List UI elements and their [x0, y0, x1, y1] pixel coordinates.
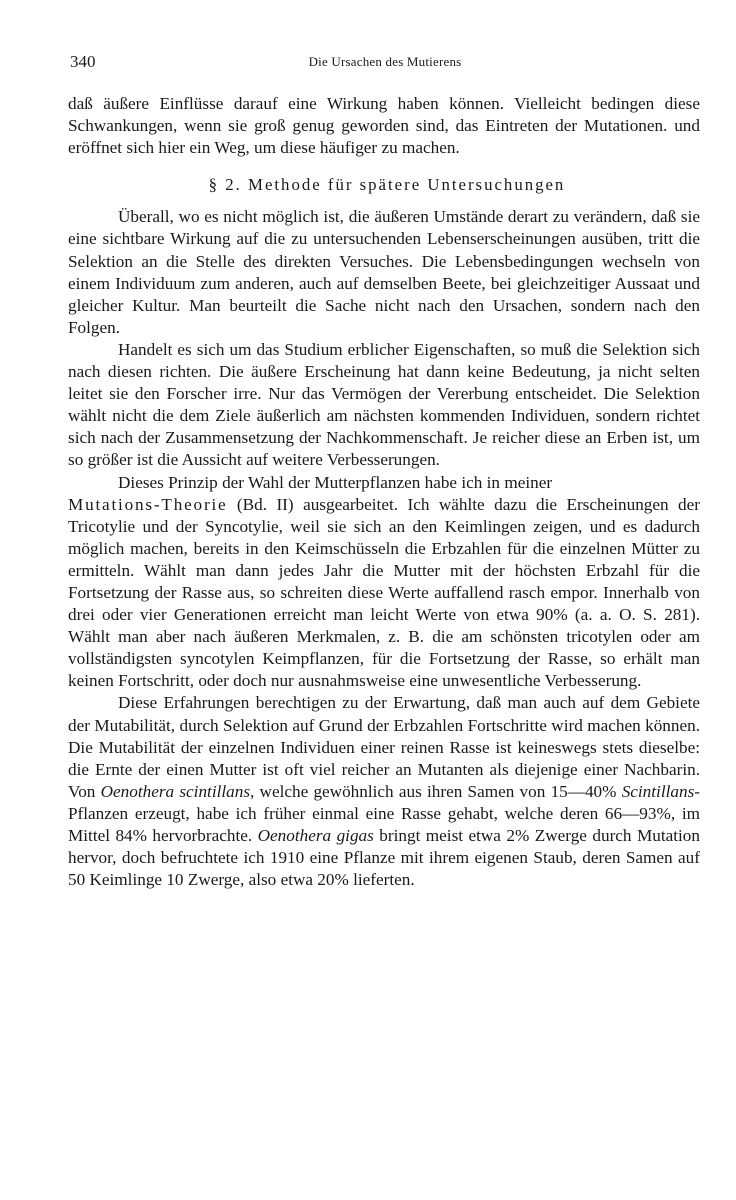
paragraph-4-text-b: (Bd. II) ausgearbeitet. Ich wählte dazu die Erscheinungen der Tricotylie und der Syncotylie, weil sie sich an den Keimlingen zeigen, und es dadurch möglich machen, bereits in den Keimschüsseln die Erbzahlen für die einzelnen Mütter zu ermitteln. Wählt man dann jedes Jahr die Mutter mit der höchsten Erbzahl für die Fortsetzung der Rasse aus, so schreiten diese Werte auffallend rasch empor. Innerhalb von drei oder vier Generationen erreicht man leicht Werte von etwa 90% (a. a. O. S. 281). Wählt man aber nach äußeren Merkmalen, z. B. die am schönsten tricotylen oder am vollständigsten syncotylen Keimpflanzen, für die Fortsetzung der Rasse, so erhält man keinen Fortschritt, oder doch nur ausnahmsweise eine unwesentliche Verbesserung. — [68, 494, 700, 691]
paragraph-2: Überall, wo es nicht möglich ist, die äußeren Umstände derart zu verändern, daß sie eine sichtbare Wirkung auf die zu untersuchenden Lebenserscheinungen ausüben, tritt die Selektion an die Stelle des direkten Versuches. Die Lebensbedingungen wechseln von einem Individuum zum anderen, auch auf demselben Beete, bei gleichzeitiger Aussaat und gleicher Kultur. Man beurteilt die Sache nicht nach den Ursachen, sondern nach den Folgen. — [68, 207, 700, 337]
page-number: 340 — [70, 52, 96, 71]
paragraph-5-text-b: , welche gewöhnlich aus ihren Samen von 15—40% — [250, 781, 622, 801]
paragraph-5-text-d: bringt meist etwa 2% Zwerge durch Mutation hervor, doch befruchtete ich 1910 eine Pflanze mit ihrem eigenen Staub, deren Samen auf 50 Keimlinge 10 Zwerge, also etwa 20% lieferten. — [68, 826, 700, 890]
running-title: Die Ursachen des Mutierens — [308, 54, 462, 69]
scintillans-term: Scintillans — [621, 781, 695, 801]
paragraph-1: daß äußere Einflüsse darauf eine Wirkung haben können. Vielleicht bedingen diese Schwankungen, wenn sie groß genug geworden sind, das Eintreten der Mutationen. und eröffnet sich hier ein Weg, um diese häufiger zu machen. — [68, 94, 700, 158]
section-heading: § 2. Methode für spätere Untersuchungen — [208, 175, 566, 195]
paragraph-4-text-a: Dieses Prinzip der Wahl der Mutterpflanzen habe ich in meiner — [118, 472, 553, 492]
paragraph-3: Handelt es sich um das Studium erblicher Eigenschaften, so muß die Selektion sich nach diesen richten. Die äußere Erscheinung hat dann keine Bedeutung, ja nicht selten leitet sie den Forscher irre. Nur das Vermögen der Vererbung entscheidet. Die Selektion wählt nicht die dem Ziele äußerlich am nächsten kommenden Individuen, sondern richtet sich nach der Zusammensetzung der Nachkommenschaft. Je reicher diese an Erben ist, um so größer ist die Aussicht auf weitere Verbesserungen. — [68, 339, 700, 470]
page-header — [70, 52, 700, 76]
paragraph-4 — [68, 472, 700, 693]
body-text — [68, 93, 700, 891]
species-name-gigas: Oenothera gigas — [257, 826, 374, 845]
paragraph-5-text-c: -Pflanzen erzeugt, habe ich früher einmal eine Rasse gehabt, welche deren 66—93%, im Mittel 84% hervorbrachte. — [68, 781, 700, 845]
species-name-scintillans: Oenothera scintillans — [100, 781, 251, 801]
paragraph-5 — [68, 692, 700, 891]
mutations-theorie-title: Mutations-Theorie — [68, 494, 228, 514]
paragraph-5-text-a: Diese Erfahrungen berechtigen zu der Erwartung, daß man auch auf dem Gebiete der Mutabilität, durch Selektion auf Grund der Erbzahlen Fortschritte wird machen können. Die Mutabilität der einzelnen Individuen einer reinen Rasse ist keineswegs stets dieselbe: die Ernte der einen Mutter ist oft viel reicher an Mutanten als diejenige einer Nachbarin. Von — [68, 693, 700, 801]
